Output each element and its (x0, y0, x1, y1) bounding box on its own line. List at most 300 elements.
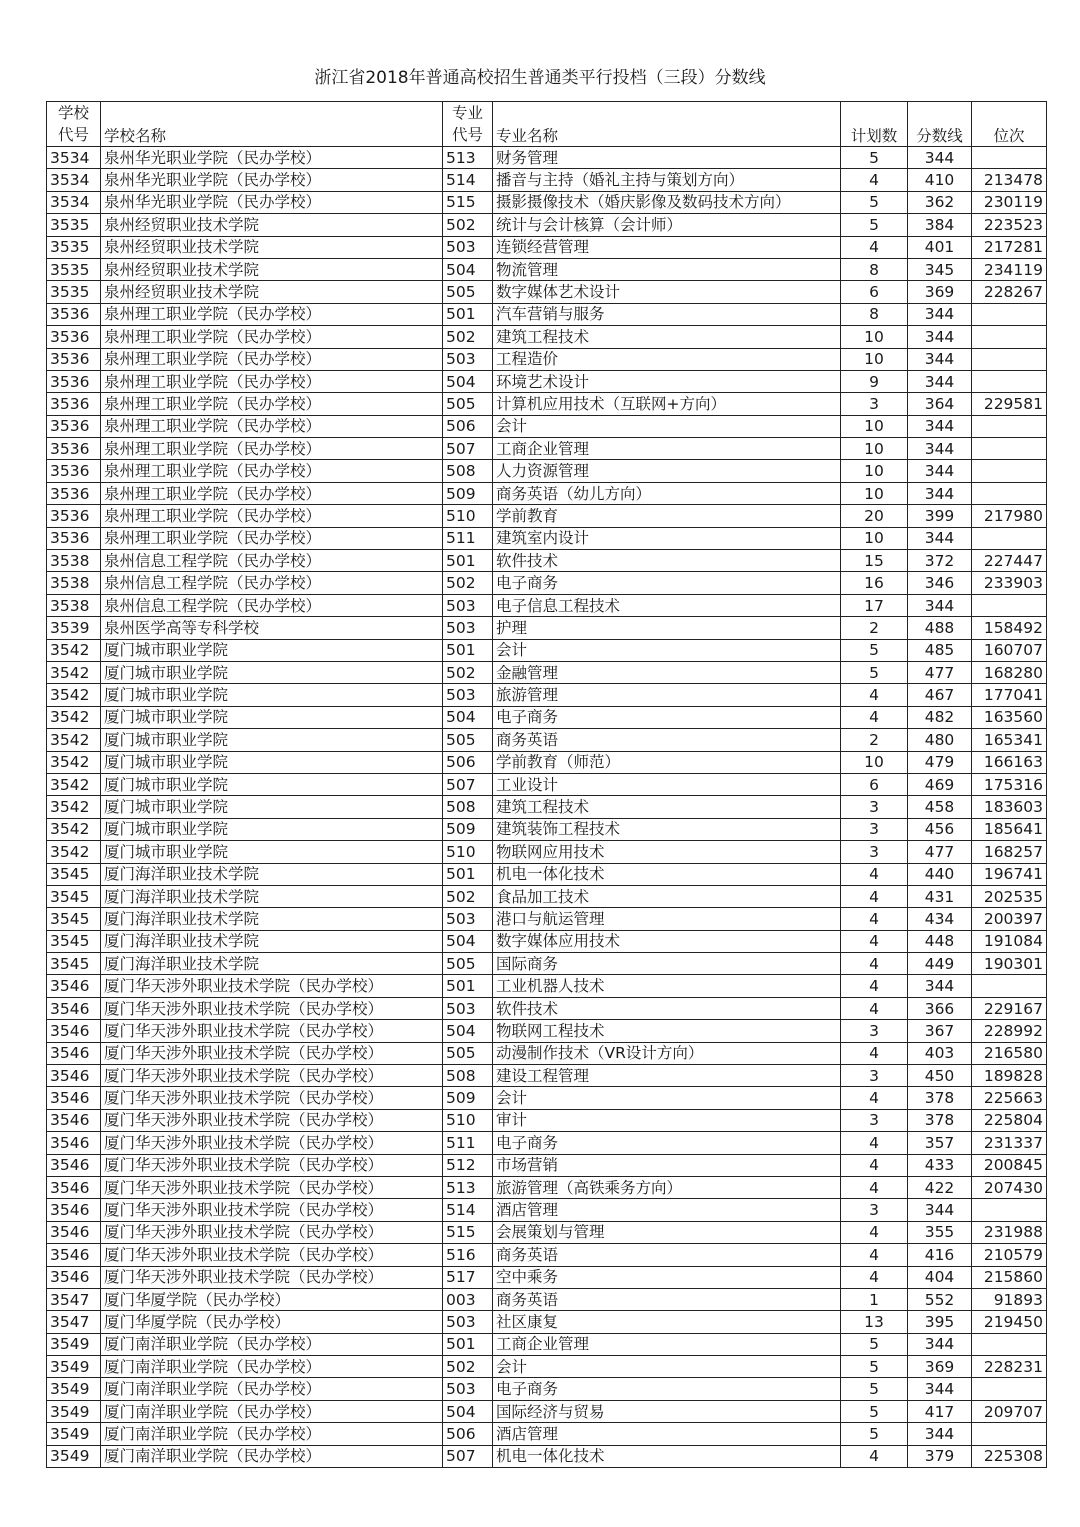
cell-major-name: 物流管理 (493, 258, 841, 280)
cell-major-code: 501 (443, 303, 493, 325)
cell-major-name: 建筑工程技术 (493, 796, 841, 818)
cell-score: 367 (908, 1020, 972, 1042)
cell-score: 449 (908, 953, 972, 975)
cell-score: 344 (908, 1423, 972, 1445)
cell-major-name: 电子信息工程技术 (493, 594, 841, 616)
table-row (47, 393, 1047, 415)
cell-major-code: 512 (443, 1154, 493, 1176)
header-major-code (443, 102, 493, 147)
cell-major-name: 环境艺术设计 (493, 370, 841, 392)
cell-major-code: 505 (443, 953, 493, 975)
cell-school-code: 3545 (47, 885, 101, 907)
cell-school-name: 泉州经贸职业技术学院 (101, 281, 443, 303)
cell-major-name: 连锁经营管理 (493, 236, 841, 258)
cell-major-name: 会计 (493, 639, 841, 661)
cell-major-code: 505 (443, 393, 493, 415)
cell-school-code: 3549 (47, 1400, 101, 1422)
cell-major-code: 513 (443, 1176, 493, 1198)
table-row (47, 147, 1047, 169)
cell-school-name: 泉州信息工程学院（民办学校） (101, 572, 443, 594)
cell-school-code: 3542 (47, 706, 101, 728)
cell-school-name: 厦门华天涉外职业技术学院（民办学校） (101, 1221, 443, 1243)
cell-plan: 15 (841, 550, 908, 572)
cell-major-code: 514 (443, 169, 493, 191)
cell-school-code: 3546 (47, 1176, 101, 1198)
cell-school-name: 厦门华天涉外职业技术学院（民办学校） (101, 1132, 443, 1154)
cell-plan: 5 (841, 1378, 908, 1400)
cell-plan: 4 (841, 1087, 908, 1109)
cell-rank (972, 527, 1047, 549)
cell-major-name: 市场营销 (493, 1154, 841, 1176)
cell-school-code: 3536 (47, 505, 101, 527)
cell-school-code: 3549 (47, 1423, 101, 1445)
cell-school-name: 泉州经贸职业技术学院 (101, 214, 443, 236)
cell-major-name: 电子商务 (493, 1132, 841, 1154)
cell-school-code: 3546 (47, 1065, 101, 1087)
cell-rank (972, 370, 1047, 392)
cell-major-name: 工商企业管理 (493, 438, 841, 460)
cell-major-name: 财务管理 (493, 147, 841, 169)
cell-major-code: 504 (443, 930, 493, 952)
cell-school-name: 厦门南洋职业学院（民办学校） (101, 1400, 443, 1422)
cell-major-code: 503 (443, 1378, 493, 1400)
cell-major-name: 建筑室内设计 (493, 527, 841, 549)
cell-rank: 165341 (972, 729, 1047, 751)
header-school-code-line2: 代号 (57, 126, 89, 144)
table-row (47, 1020, 1047, 1042)
cell-score: 433 (908, 1154, 972, 1176)
cell-school-name: 厦门城市职业学院 (101, 773, 443, 795)
cell-school-name: 泉州理工职业学院（民办学校） (101, 460, 443, 482)
cell-major-name: 数字媒体艺术设计 (493, 281, 841, 303)
table-row (47, 527, 1047, 549)
cell-rank: 228992 (972, 1020, 1047, 1042)
cell-score: 345 (908, 258, 972, 280)
cell-school-name: 厦门城市职业学院 (101, 751, 443, 773)
cell-major-name: 商务英语 (493, 729, 841, 751)
cell-plan: 3 (841, 1065, 908, 1087)
cell-school-name: 厦门华天涉外职业技术学院（民办学校） (101, 1087, 443, 1109)
table-row (47, 1378, 1047, 1400)
cell-major-code: 503 (443, 348, 493, 370)
cell-major-code: 514 (443, 1199, 493, 1221)
cell-plan: 4 (841, 1176, 908, 1198)
cell-score: 458 (908, 796, 972, 818)
cell-school-name: 泉州经贸职业技术学院 (101, 258, 443, 280)
cell-score: 379 (908, 1445, 972, 1467)
cell-major-name: 社区康复 (493, 1311, 841, 1333)
cell-school-name: 厦门城市职业学院 (101, 796, 443, 818)
cell-major-code: 503 (443, 997, 493, 1019)
cell-school-code: 3542 (47, 751, 101, 773)
cell-score: 344 (908, 303, 972, 325)
cell-school-name: 厦门华天涉外职业技术学院（民办学校） (101, 1199, 443, 1221)
cell-plan: 5 (841, 661, 908, 683)
cell-plan: 8 (841, 303, 908, 325)
cell-school-code: 3546 (47, 1087, 101, 1109)
cell-major-name: 旅游管理（高铁乘务方向） (493, 1176, 841, 1198)
cell-score: 344 (908, 1378, 972, 1400)
cell-plan: 5 (841, 1356, 908, 1378)
cell-school-name: 泉州华光职业学院（民办学校） (101, 169, 443, 191)
cell-major-name: 建筑装饰工程技术 (493, 818, 841, 840)
cell-school-code: 3534 (47, 191, 101, 213)
cell-school-code: 3549 (47, 1333, 101, 1355)
cell-score: 344 (908, 438, 972, 460)
cell-score: 344 (908, 1333, 972, 1355)
table-row (47, 370, 1047, 392)
table-row (47, 841, 1047, 863)
cell-school-name: 厦门城市职业学院 (101, 729, 443, 751)
cell-rank: 228231 (972, 1356, 1047, 1378)
cell-major-name: 物联网应用技术 (493, 841, 841, 863)
cell-plan: 4 (841, 953, 908, 975)
score-table (46, 101, 1047, 1468)
cell-school-code: 3549 (47, 1445, 101, 1467)
table-row (47, 415, 1047, 437)
table-row (47, 1311, 1047, 1333)
cell-plan: 4 (841, 1132, 908, 1154)
cell-school-name: 泉州医学高等专科学校 (101, 617, 443, 639)
cell-rank: 185641 (972, 818, 1047, 840)
cell-school-name: 厦门南洋职业学院（民办学校） (101, 1423, 443, 1445)
cell-major-code: 509 (443, 818, 493, 840)
cell-score: 344 (908, 326, 972, 348)
cell-rank: 166163 (972, 751, 1047, 773)
cell-score: 488 (908, 617, 972, 639)
cell-rank (972, 975, 1047, 997)
table-row (47, 863, 1047, 885)
cell-plan: 4 (841, 1266, 908, 1288)
cell-major-name: 电子商务 (493, 1378, 841, 1400)
cell-major-code: 503 (443, 617, 493, 639)
cell-school-name: 泉州华光职业学院（民办学校） (101, 191, 443, 213)
table-row (47, 460, 1047, 482)
cell-school-name: 厦门海洋职业技术学院 (101, 863, 443, 885)
table-row (47, 1356, 1047, 1378)
cell-score: 344 (908, 975, 972, 997)
cell-major-name: 护理 (493, 617, 841, 639)
cell-plan: 4 (841, 863, 908, 885)
cell-school-code: 3542 (47, 796, 101, 818)
cell-major-name: 人力资源管理 (493, 460, 841, 482)
cell-rank: 225804 (972, 1109, 1047, 1131)
cell-school-name: 泉州信息工程学院（民办学校） (101, 594, 443, 616)
table-row (47, 1266, 1047, 1288)
cell-major-code: 504 (443, 706, 493, 728)
cell-plan: 16 (841, 572, 908, 594)
cell-school-name: 厦门海洋职业技术学院 (101, 885, 443, 907)
table-row (47, 885, 1047, 907)
cell-school-code: 3546 (47, 1132, 101, 1154)
cell-school-code: 3546 (47, 1154, 101, 1176)
header-major-code-line2: 代号 (451, 126, 483, 144)
cell-major-name: 数字媒体应用技术 (493, 930, 841, 952)
cell-rank: 210579 (972, 1244, 1047, 1266)
cell-major-name: 工程造价 (493, 348, 841, 370)
cell-rank: 229167 (972, 997, 1047, 1019)
table-row (47, 214, 1047, 236)
table-row (47, 1065, 1047, 1087)
cell-school-name: 泉州理工职业学院（民办学校） (101, 505, 443, 527)
table-row (47, 729, 1047, 751)
cell-plan: 2 (841, 617, 908, 639)
cell-plan: 3 (841, 1020, 908, 1042)
cell-major-code: 506 (443, 1423, 493, 1445)
header-plan: 计划数 (841, 102, 908, 147)
cell-score: 456 (908, 818, 972, 840)
cell-major-code: 513 (443, 147, 493, 169)
cell-school-name: 厦门南洋职业学院（民办学校） (101, 1445, 443, 1467)
cell-rank: 215860 (972, 1266, 1047, 1288)
cell-rank (972, 460, 1047, 482)
cell-school-code: 3546 (47, 1221, 101, 1243)
cell-plan: 4 (841, 930, 908, 952)
cell-rank: 231988 (972, 1221, 1047, 1243)
cell-major-code: 508 (443, 460, 493, 482)
cell-plan: 17 (841, 594, 908, 616)
cell-school-code: 3535 (47, 258, 101, 280)
cell-major-name: 国际商务 (493, 953, 841, 975)
cell-school-code: 3535 (47, 281, 101, 303)
cell-major-code: 501 (443, 639, 493, 661)
cell-major-name: 学前教育（师范） (493, 751, 841, 773)
cell-major-name: 酒店管理 (493, 1423, 841, 1445)
cell-plan: 5 (841, 214, 908, 236)
cell-school-code: 3536 (47, 460, 101, 482)
cell-major-name: 酒店管理 (493, 1199, 841, 1221)
cell-rank: 168257 (972, 841, 1047, 863)
cell-plan: 4 (841, 1221, 908, 1243)
cell-major-code: 503 (443, 908, 493, 930)
header-major-code-line1: 专业 (451, 104, 483, 122)
cell-school-code: 3546 (47, 975, 101, 997)
cell-school-name: 泉州经贸职业技术学院 (101, 236, 443, 258)
cell-school-code: 3549 (47, 1378, 101, 1400)
cell-school-name: 厦门南洋职业学院（民办学校） (101, 1333, 443, 1355)
cell-major-code: 510 (443, 841, 493, 863)
cell-school-code: 3546 (47, 1042, 101, 1064)
cell-score: 469 (908, 773, 972, 795)
cell-school-name: 泉州理工职业学院（民办学校） (101, 370, 443, 392)
cell-school-name: 厦门城市职业学院 (101, 661, 443, 683)
table-row (47, 617, 1047, 639)
cell-major-name: 机电一体化技术 (493, 863, 841, 885)
cell-school-name: 厦门华天涉外职业技术学院（民办学校） (101, 1042, 443, 1064)
cell-major-code: 003 (443, 1288, 493, 1310)
table-row (47, 482, 1047, 504)
cell-plan: 4 (841, 975, 908, 997)
cell-school-code: 3542 (47, 729, 101, 751)
table-row (47, 1333, 1047, 1355)
cell-major-code: 503 (443, 1311, 493, 1333)
cell-school-name: 厦门城市职业学院 (101, 639, 443, 661)
cell-rank: 234119 (972, 258, 1047, 280)
cell-rank: 91893 (972, 1288, 1047, 1310)
cell-major-code: 509 (443, 482, 493, 504)
cell-major-name: 统计与会计核算（会计师） (493, 214, 841, 236)
table-row (47, 1109, 1047, 1131)
cell-score: 357 (908, 1132, 972, 1154)
table-row (47, 1042, 1047, 1064)
cell-rank (972, 482, 1047, 504)
cell-plan: 13 (841, 1311, 908, 1333)
cell-school-code: 3536 (47, 438, 101, 460)
cell-school-name: 厦门华天涉外职业技术学院（民办学校） (101, 975, 443, 997)
table-row (47, 572, 1047, 594)
cell-rank (972, 1199, 1047, 1221)
cell-school-name: 泉州理工职业学院（民办学校） (101, 303, 443, 325)
cell-score: 364 (908, 393, 972, 415)
cell-major-code: 502 (443, 1356, 493, 1378)
cell-score: 467 (908, 684, 972, 706)
cell-plan: 3 (841, 1109, 908, 1131)
cell-major-code: 504 (443, 1020, 493, 1042)
cell-school-code: 3545 (47, 930, 101, 952)
cell-rank: 223523 (972, 214, 1047, 236)
cell-school-name: 厦门华厦学院（民办学校） (101, 1288, 443, 1310)
cell-school-code: 3542 (47, 661, 101, 683)
cell-score: 479 (908, 751, 972, 773)
cell-major-code: 504 (443, 370, 493, 392)
cell-plan: 5 (841, 1423, 908, 1445)
cell-rank: 213478 (972, 169, 1047, 191)
cell-plan: 3 (841, 818, 908, 840)
cell-school-code: 3536 (47, 527, 101, 549)
cell-rank: 209707 (972, 1400, 1047, 1422)
cell-rank (972, 147, 1047, 169)
cell-school-name: 泉州理工职业学院（民办学校） (101, 482, 443, 504)
cell-score: 344 (908, 370, 972, 392)
cell-score: 485 (908, 639, 972, 661)
cell-school-code: 3547 (47, 1311, 101, 1333)
cell-school-name: 厦门华天涉外职业技术学院（民办学校） (101, 1109, 443, 1131)
cell-plan: 5 (841, 191, 908, 213)
cell-rank: 177041 (972, 684, 1047, 706)
cell-school-name: 厦门海洋职业技术学院 (101, 930, 443, 952)
cell-major-name: 电子商务 (493, 572, 841, 594)
cell-major-name: 审计 (493, 1109, 841, 1131)
cell-school-code: 3536 (47, 326, 101, 348)
cell-score: 384 (908, 214, 972, 236)
cell-major-code: 508 (443, 796, 493, 818)
cell-major-code: 505 (443, 729, 493, 751)
table-row (47, 281, 1047, 303)
table-row (47, 930, 1047, 952)
cell-school-code: 3538 (47, 594, 101, 616)
cell-plan: 4 (841, 885, 908, 907)
cell-major-name: 工业机器人技术 (493, 975, 841, 997)
cell-rank: 189828 (972, 1065, 1047, 1087)
cell-major-code: 510 (443, 1109, 493, 1131)
cell-school-code: 3542 (47, 773, 101, 795)
cell-plan: 10 (841, 326, 908, 348)
cell-rank: 216580 (972, 1042, 1047, 1064)
cell-major-code: 501 (443, 1333, 493, 1355)
cell-school-name: 厦门南洋职业学院（民办学校） (101, 1378, 443, 1400)
cell-plan: 4 (841, 1154, 908, 1176)
table-header-row (47, 102, 1047, 147)
cell-major-code: 516 (443, 1244, 493, 1266)
cell-score: 395 (908, 1311, 972, 1333)
table-row (47, 348, 1047, 370)
cell-major-name: 金融管理 (493, 661, 841, 683)
cell-major-name: 摄影摄像技术（婚庆影像及数码技术方向） (493, 191, 841, 213)
cell-school-code: 3545 (47, 908, 101, 930)
cell-major-name: 会计 (493, 415, 841, 437)
cell-rank: 217281 (972, 236, 1047, 258)
cell-score: 440 (908, 863, 972, 885)
cell-major-code: 503 (443, 594, 493, 616)
table-row (47, 818, 1047, 840)
cell-school-code: 3546 (47, 1199, 101, 1221)
cell-school-code: 3536 (47, 415, 101, 437)
cell-rank: 202535 (972, 885, 1047, 907)
cell-major-name: 软件技术 (493, 997, 841, 1019)
cell-major-code: 511 (443, 1132, 493, 1154)
cell-school-name: 厦门海洋职业技术学院 (101, 908, 443, 930)
cell-score: 401 (908, 236, 972, 258)
cell-plan: 4 (841, 169, 908, 191)
cell-rank: 196741 (972, 863, 1047, 885)
cell-plan: 5 (841, 1400, 908, 1422)
cell-score: 477 (908, 661, 972, 683)
cell-school-name: 厦门海洋职业技术学院 (101, 953, 443, 975)
cell-plan: 9 (841, 370, 908, 392)
cell-major-name: 学前教育 (493, 505, 841, 527)
table-row (47, 1199, 1047, 1221)
cell-score: 372 (908, 550, 972, 572)
cell-plan: 6 (841, 281, 908, 303)
cell-plan: 5 (841, 1333, 908, 1355)
cell-school-name: 厦门城市职业学院 (101, 706, 443, 728)
cell-score: 448 (908, 930, 972, 952)
cell-major-code: 507 (443, 773, 493, 795)
cell-rank: 228267 (972, 281, 1047, 303)
cell-plan: 10 (841, 482, 908, 504)
cell-major-name: 建筑工程技术 (493, 326, 841, 348)
cell-school-name: 厦门华天涉外职业技术学院（民办学校） (101, 1154, 443, 1176)
table-row (47, 1244, 1047, 1266)
cell-rank (972, 415, 1047, 437)
cell-major-code: 502 (443, 885, 493, 907)
cell-score: 399 (908, 505, 972, 527)
cell-plan: 3 (841, 841, 908, 863)
cell-rank: 160707 (972, 639, 1047, 661)
table-row (47, 303, 1047, 325)
cell-major-code: 515 (443, 1221, 493, 1243)
cell-rank: 200397 (972, 908, 1047, 930)
cell-score: 362 (908, 191, 972, 213)
cell-score: 369 (908, 1356, 972, 1378)
cell-major-name: 工商企业管理 (493, 1333, 841, 1355)
cell-major-code: 508 (443, 1065, 493, 1087)
cell-major-name: 软件技术 (493, 550, 841, 572)
cell-major-code: 502 (443, 214, 493, 236)
cell-rank (972, 438, 1047, 460)
cell-plan: 5 (841, 147, 908, 169)
cell-school-name: 厦门华天涉外职业技术学院（民办学校） (101, 1244, 443, 1266)
cell-major-code: 506 (443, 415, 493, 437)
cell-major-name: 会计 (493, 1356, 841, 1378)
cell-major-name: 会计 (493, 1087, 841, 1109)
cell-major-name: 播音与主持（婚礼主持与策划方向） (493, 169, 841, 191)
cell-major-name: 工业设计 (493, 773, 841, 795)
header-school-name: 学校名称 (101, 102, 443, 147)
header-rank: 位次 (972, 102, 1047, 147)
cell-rank: 163560 (972, 706, 1047, 728)
cell-score: 431 (908, 885, 972, 907)
